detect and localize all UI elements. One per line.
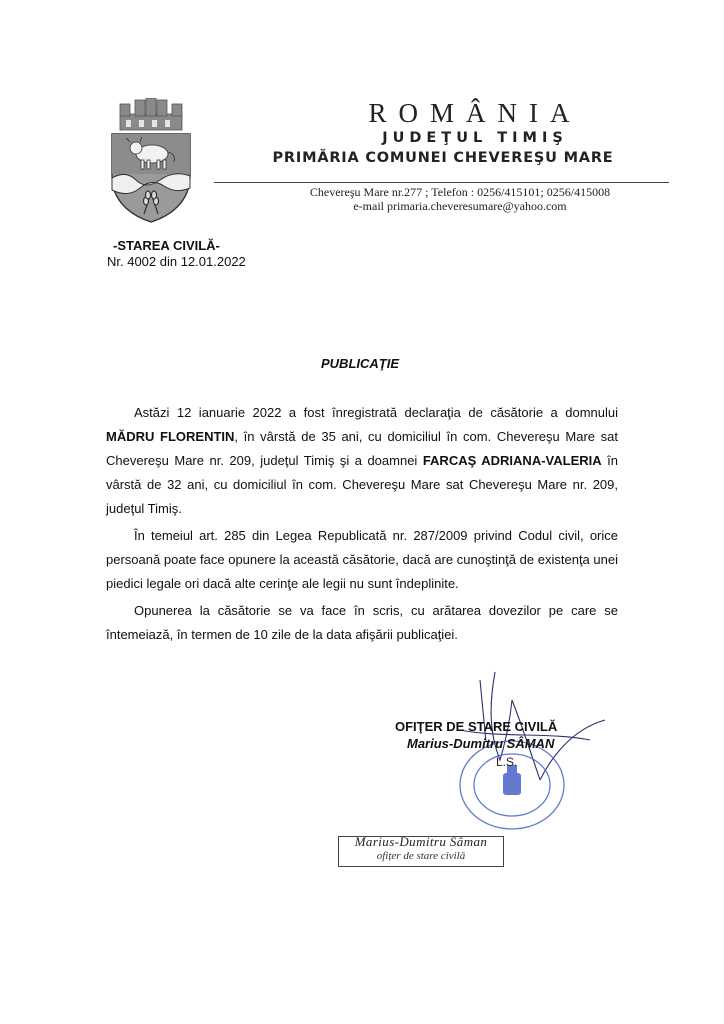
registry-number: Nr. 4002 din 12.01.2022 bbox=[107, 254, 246, 269]
name-stamp-role: ofițer de stare civilă bbox=[376, 850, 466, 862]
registry-department: -STAREA CIVILĂ- bbox=[113, 238, 220, 253]
signature-name: Marius-Dumitru SÂMAN bbox=[407, 736, 555, 751]
coat-of-arms-logo bbox=[106, 98, 196, 224]
header-county: JUDEŢUL TIMIŞ bbox=[382, 130, 568, 146]
document-title: PUBLICAŢIE bbox=[321, 356, 399, 371]
p1-text-c: în vârstă de 32 ani, cu domiciliul în com. Chevereşu Mare sat Chevereşu Mare nr. 209, judeţul Timiş. bbox=[106, 453, 618, 516]
p1-text-b: , în vârstă de 35 ani, cu domiciliul în com. Chevereşu Mare sat Chevereşu Mare nr. 209, judeţul Timiş şi a doamnei bbox=[106, 429, 618, 468]
bride-name: FARCAŞ ADRIANA-VALERIA bbox=[422, 453, 602, 468]
paragraph-declaration bbox=[106, 401, 618, 521]
document-body bbox=[106, 401, 618, 650]
header-country: ROMÂNIA bbox=[368, 98, 582, 128]
paragraph-objection-terms: Opunerea la căsătorie se va face în scris, cu arătarea dovezilor pe care se întemeiază, în termen de 10 zile de la data afişării publicaţiei. bbox=[106, 603, 618, 642]
contact-email: e-mail primaria.cheveresumare@yahoo.com bbox=[353, 199, 567, 213]
paragraph-legal-basis: În temeiul art. 285 din Legea Republicată nr. 287/2009 privind Codul civil, orice persoană poate face opunere la această căsătorie, dacă are cunoştinţă de existenţa unei piedici legale ori dacă alte cerinţe ale legii nu sunt îndeplinite. bbox=[106, 528, 618, 591]
header-divider bbox=[214, 182, 669, 183]
p1-text-a: Astăzi 12 ianuarie 2022 a fost înregistrată declaraţia de căsătorie a domnului bbox=[134, 405, 618, 420]
locus-sigilli: L.S. bbox=[496, 755, 518, 769]
header-office: PRIMĂRIA COMUNEI CHEVEREŞU MARE bbox=[272, 150, 614, 166]
groom-name: MĂDRU FLORENTIN bbox=[106, 429, 235, 444]
contact-address-phone: Chevereşu Mare nr.277 ; Telefon : 0256/415101; 0256/415008 bbox=[309, 185, 611, 199]
signature-role: OFIŢER DE STARE CIVILĂ bbox=[395, 719, 558, 734]
name-stamp-name: Marius-Dumitru Sâman bbox=[354, 834, 488, 849]
header-contact bbox=[200, 185, 720, 213]
